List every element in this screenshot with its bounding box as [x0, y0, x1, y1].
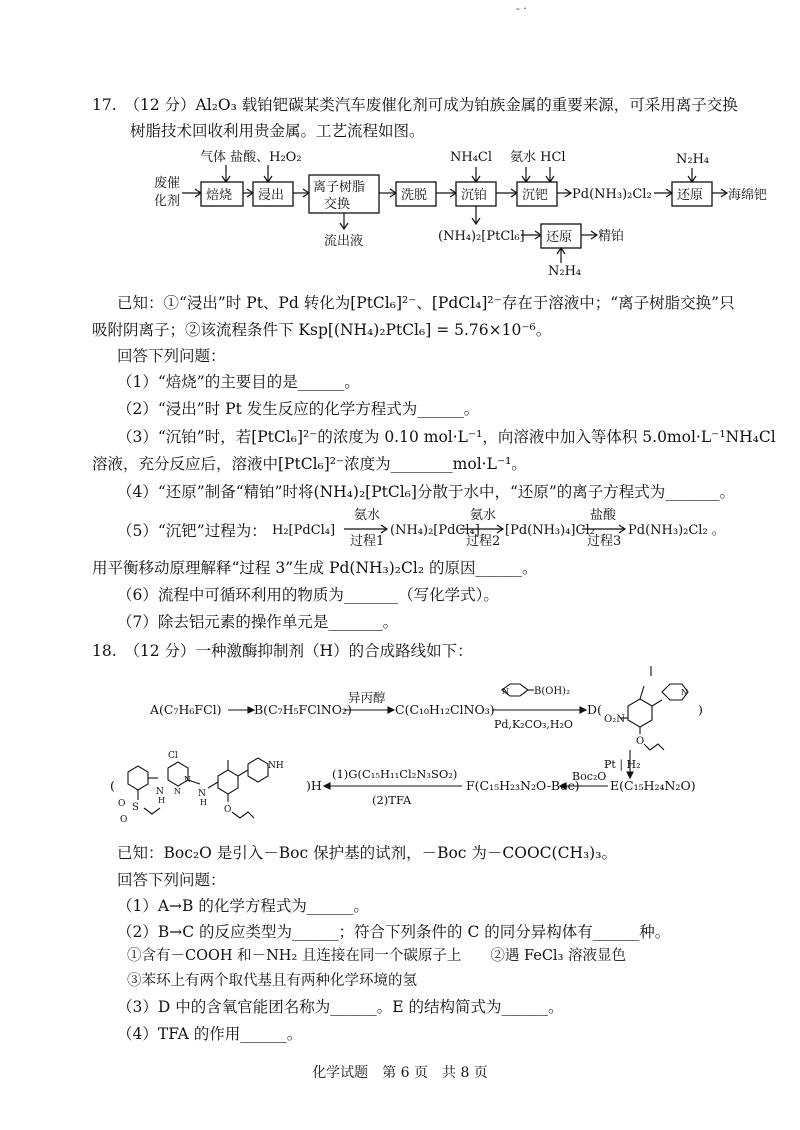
q17-sub5-intro: （5）“沉钯”过程为： — [117, 522, 267, 540]
chain-s1: H₂[PdCl₄] — [272, 523, 336, 538]
syn-C: C(C₁₀H₁₂ClNO₃) — [395, 702, 495, 717]
flow-roast: 焙烧 — [206, 188, 233, 203]
q17-known-line1: 已知：①“浸出”时 Pt、Pd 转化为[PtCl₆]²⁻、[PdCl₄]²⁻存在于溶液中；“离子树脂交换”只 — [117, 294, 735, 312]
flow-leach: 浸出 — [258, 188, 285, 203]
q18-cond2: ③苯环上有两个取代基且有两种化学环境的氢 — [127, 973, 417, 989]
chain-r2-top: 氨水 — [470, 508, 497, 523]
syn-reagent-ef: Boc₂O — [572, 770, 607, 783]
flow-n2h4-bottom: N₂H₄ — [548, 264, 582, 279]
q18-sub3: （3）D 中的含氧官能团名称为______。E 的结构简式为______。 — [117, 998, 564, 1016]
flow-pd-complex: Pd(NH₃)₂Cl₂ — [572, 187, 652, 202]
flow-resin-2: 交换 — [324, 197, 351, 212]
flow-feed-2: 化剂 — [154, 194, 181, 209]
flow-reduce-top: 还原 — [677, 188, 704, 203]
flow-n2h4-top: N₂H₄ — [676, 152, 710, 167]
syn-reagent-bc: 异丙醇 — [348, 690, 386, 705]
flow-reagents-1: 气体 盐酸、H₂O₂ — [200, 150, 302, 165]
page-footer: 化学试题 第 6 页 共 8 页 — [312, 1065, 488, 1081]
syn-cond-de: Pt | H₂ — [604, 758, 641, 771]
H-piperidine — [248, 758, 268, 782]
syn-cond-fh-2: (2)TFA — [372, 793, 412, 807]
syn-H-O3: O — [224, 805, 232, 815]
D-benzene — [628, 699, 652, 727]
q17-stem-line2: 树脂技术回收利用贵金属。工艺流程如图。 — [130, 122, 425, 140]
flow-elute: 洗脱 — [401, 188, 428, 203]
syn-H-Cl: Cl — [168, 751, 178, 761]
scan-mark: - · — [516, 2, 527, 15]
syn-A: A(C₇H₆FCl) — [150, 702, 222, 717]
q18-sub1: （1）A→B 的化学方程式为______。 — [117, 897, 369, 915]
H-phenyl — [128, 766, 148, 790]
q17-flow-diagram — [148, 145, 788, 280]
syn-H-open: ( — [110, 778, 115, 793]
syn-D-O: O — [636, 736, 645, 747]
q17-answer-prompt: 回答下列问题： — [117, 347, 226, 365]
flow-pd: 沉钯 — [522, 188, 549, 203]
flow-resin-1: 离子树脂 — [313, 180, 366, 195]
chain-r1-bot: 过程1 — [350, 534, 385, 549]
q17-sub7: （7）除去铝元素的操作单元是_______。 — [117, 613, 399, 631]
syn-D-close: ) — [698, 702, 703, 717]
flow-pt: 沉铂 — [461, 188, 488, 203]
q17-sub6: （6）流程中可循环利用的物质为_______（写化学式）。 — [117, 586, 499, 604]
syn-H-O2: O — [120, 815, 128, 825]
q17-sub5-line2: 用平衡移动原理解释“过程 3”生成 Pd(NH₃)₂Cl₂ 的原因______。 — [92, 559, 538, 577]
syn-H-H2: H — [200, 798, 207, 807]
q17-sub5-chain — [272, 503, 752, 551]
chain-s3: [Pd(NH₃)₄]Cl₂ — [505, 523, 595, 538]
q17-sub3-line2: 溶液，充分反应后，溶液中[PtCl₆]²⁻浓度为________mol·L⁻¹。 — [92, 455, 527, 473]
syn-H-S: S — [132, 802, 139, 813]
flow-reduce-bottom: 还原 — [546, 230, 573, 245]
q17-sub2: （2）“浸出”时 Pt 发生反应的化学方程式为______。 — [117, 400, 480, 418]
syn-cond-cd: Pd,K₂CO₃,H₂O — [494, 718, 573, 731]
syn-boronic: B(OH)₂ — [534, 686, 571, 697]
flow-pt-salt: (NH₄)₂[PtCl₆] — [438, 229, 525, 244]
syn-H-O1: O — [118, 799, 126, 809]
q17-stem-line1: 17. （12 分）Al₂O₃ 载铂钯碳某类汽车废催化剂可成为铂族金属的重要来源，可采用离子交换 — [92, 96, 738, 114]
syn-D-label: D( — [587, 702, 602, 717]
syn-H-pyrN1: N — [184, 775, 191, 784]
syn-H-pyrN2: N — [174, 787, 181, 796]
chain-s4: Pd(NH₃)₂Cl₂ 。 — [628, 523, 725, 538]
q18-sub2: （2）B→C 的反应类型为______；符合下列条件的 C 的同分异构体有______种。 — [117, 923, 671, 941]
H-benzene — [218, 770, 238, 794]
chain-s2: (NH₄)₂[PdCl₄] — [390, 523, 480, 538]
D-pyridine-N: N — [681, 688, 688, 697]
pyridine-N: N — [502, 687, 509, 696]
q18-stem: 18. （12 分）一种激酶抑制剂（H）的合成路线如下： — [92, 642, 473, 660]
q18-known: 已知：Boc₂O 是引入－Boc 保护基的试剂，－Boc 为－COOC(CH₃)₃。 — [117, 844, 617, 862]
q18-answer-prompt: 回答下列问题： — [117, 871, 226, 889]
q18-cond1: ①含有－COOH 和－NH₂ 且连接在同一个碳原子上 ②遇 FeCl₃ 溶液显色 — [127, 948, 626, 964]
q17-sub3-line1: （3）“沉铂”时，若[PtCl₆]²⁻的浓度为 0.10 mol·L⁻¹，向溶液中加入等体积 5.0mol·L⁻¹NH₄Cl — [117, 428, 776, 446]
q17-known-line2: 吸附阴离子；②该流程条件下 Ksp[(NH₄)₂PtCl₆] = 5.76×10⁻⁶。 — [92, 321, 552, 339]
flow-sponge-pd: 海绵钯 — [728, 188, 768, 203]
syn-H-H1: H — [158, 796, 165, 805]
chain-r3-top: 盐酸 — [590, 508, 617, 523]
q17-sub1: （1）“焙烧”的主要目的是______。 — [117, 373, 360, 391]
syn-H-NH3: NH — [268, 761, 284, 771]
syn-H-label: )H — [306, 778, 322, 793]
flow-fine-pt: 精铂 — [598, 229, 625, 244]
syn-H-NH2: N — [198, 789, 206, 799]
q18-sub4: （4）TFA 的作用______。 — [117, 1025, 303, 1043]
chain-r3-bot: 过程3 — [587, 534, 622, 549]
syn-H-NH1: N — [156, 787, 164, 797]
flow-effluent: 流出液 — [324, 234, 364, 249]
q17-sub4: （4）“还原”制备“精铂”时将(NH₄)₂[PtCl₆]分散于水中，“还原”的离子方程式为_______。 — [117, 483, 736, 501]
syn-B: B(C₇H₅FClNO₂) — [254, 702, 352, 717]
chain-r1-top: 氨水 — [354, 508, 381, 523]
syn-F: F(C₁₅H₂₃N₂O-Boc) — [466, 778, 580, 793]
syn-E: E(C₁₅H₂₄N₂O) — [610, 778, 696, 793]
q18-synthesis-route — [110, 664, 710, 834]
flow-nh3-hcl: 氨水 HCl — [510, 150, 566, 165]
flow-nh4cl: NH₄Cl — [450, 150, 493, 165]
chain-r2-bot: 过程2 — [466, 534, 501, 549]
syn-D-nitro: O₂N — [604, 714, 625, 725]
syn-cond-fh-1: (1)G(C₁₅H₁₁Cl₂N₃SO₂) — [332, 767, 458, 781]
flow-feed-1: 废催 — [154, 176, 181, 191]
